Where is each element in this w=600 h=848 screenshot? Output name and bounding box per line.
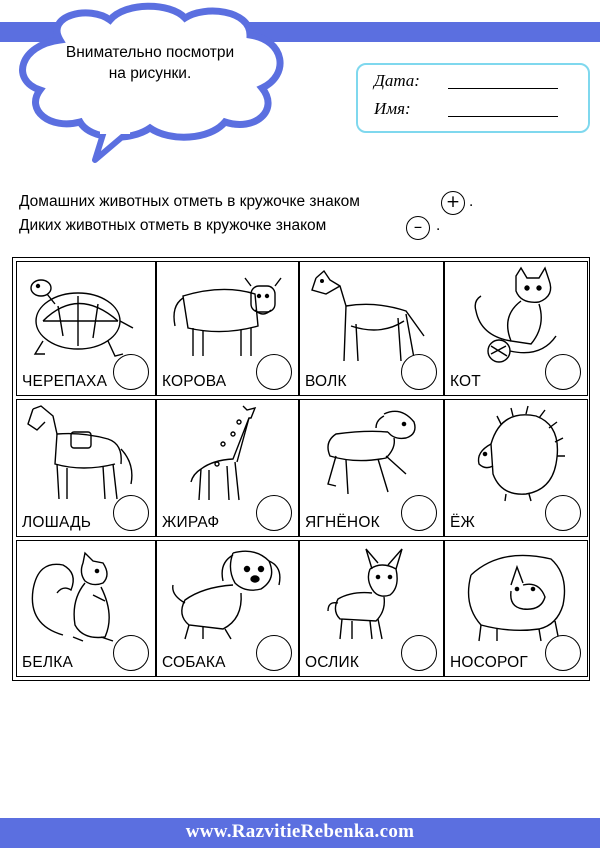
answer-circle[interactable] bbox=[545, 354, 581, 390]
footer-url[interactable]: www.RazvitieRebenka.com bbox=[185, 821, 415, 842]
answer-circle[interactable] bbox=[113, 354, 149, 390]
animal-card bbox=[444, 261, 588, 396]
answer-circle[interactable] bbox=[545, 635, 581, 671]
rhino-icon bbox=[451, 545, 576, 645]
animal-grid bbox=[12, 257, 590, 681]
animal-card bbox=[16, 399, 156, 537]
animal-label: СОБАКА bbox=[162, 654, 226, 671]
date-field[interactable] bbox=[448, 88, 558, 89]
footer-band bbox=[0, 818, 600, 848]
date-row bbox=[374, 71, 420, 91]
animal-label: ВОЛК bbox=[305, 373, 347, 390]
turtle-icon bbox=[23, 266, 143, 366]
answer-circle[interactable] bbox=[256, 495, 292, 531]
instruction-domestic-period: . bbox=[469, 193, 474, 210]
lamb-icon bbox=[306, 404, 431, 504]
cow-icon bbox=[163, 266, 288, 366]
animal-label: НОСОРОГ bbox=[450, 654, 529, 671]
hedgehog-icon bbox=[451, 404, 576, 504]
minus-sign-icon: – bbox=[406, 216, 430, 240]
animal-card bbox=[299, 399, 444, 537]
answer-circle[interactable] bbox=[401, 635, 437, 671]
animal-card bbox=[444, 540, 588, 677]
cloud-line-1: Внимательно посмотри bbox=[65, 44, 235, 61]
answer-circle[interactable] bbox=[256, 635, 292, 671]
instruction-wild: Диких животных отметь в кружочке знаком bbox=[19, 217, 327, 234]
animal-card bbox=[16, 540, 156, 677]
plus-sign-icon: + bbox=[441, 191, 465, 215]
animal-card bbox=[299, 540, 444, 677]
answer-circle[interactable] bbox=[256, 354, 292, 390]
donkey-icon bbox=[306, 545, 431, 645]
animal-card bbox=[299, 261, 444, 396]
answer-circle[interactable] bbox=[401, 495, 437, 531]
cat-icon bbox=[451, 266, 576, 366]
answer-circle[interactable] bbox=[113, 495, 149, 531]
animal-label: КОТ bbox=[450, 373, 481, 390]
answer-circle[interactable] bbox=[545, 495, 581, 531]
date-label: Дата: bbox=[374, 71, 420, 90]
animal-label: БЕЛКА bbox=[22, 654, 74, 671]
animal-card bbox=[444, 399, 588, 537]
animal-label: ЛОШАДЬ bbox=[22, 514, 92, 531]
instruction-wild-period: . bbox=[436, 217, 441, 234]
animal-card bbox=[156, 540, 299, 677]
giraffe-icon bbox=[163, 404, 288, 504]
animal-card bbox=[16, 261, 156, 396]
horse-icon bbox=[23, 404, 143, 504]
name-label: Имя: bbox=[374, 99, 411, 118]
squirrel-icon bbox=[23, 545, 143, 645]
answer-circle[interactable] bbox=[113, 635, 149, 671]
cloud-text bbox=[45, 42, 255, 84]
dog-icon bbox=[163, 545, 288, 645]
answer-circle[interactable] bbox=[401, 354, 437, 390]
animal-card bbox=[156, 261, 299, 396]
animal-label: ЖИРАФ bbox=[162, 514, 220, 531]
animal-card bbox=[156, 399, 299, 537]
cloud-line-2: на рисунки. bbox=[108, 65, 192, 82]
instruction-domestic: Домашних животных отметь в кружочке знаком bbox=[19, 193, 360, 210]
animal-label: ЧЕРЕПАХА bbox=[22, 373, 108, 390]
animal-label: ЯГНЁНОК bbox=[305, 514, 380, 531]
animal-label: КОРОВА bbox=[162, 373, 227, 390]
name-row bbox=[374, 99, 411, 119]
wolf-icon bbox=[306, 266, 431, 366]
animal-label: ОСЛИК bbox=[305, 654, 360, 671]
info-box bbox=[356, 63, 590, 133]
name-field[interactable] bbox=[448, 116, 558, 117]
animal-label: ЁЖ bbox=[450, 514, 476, 531]
